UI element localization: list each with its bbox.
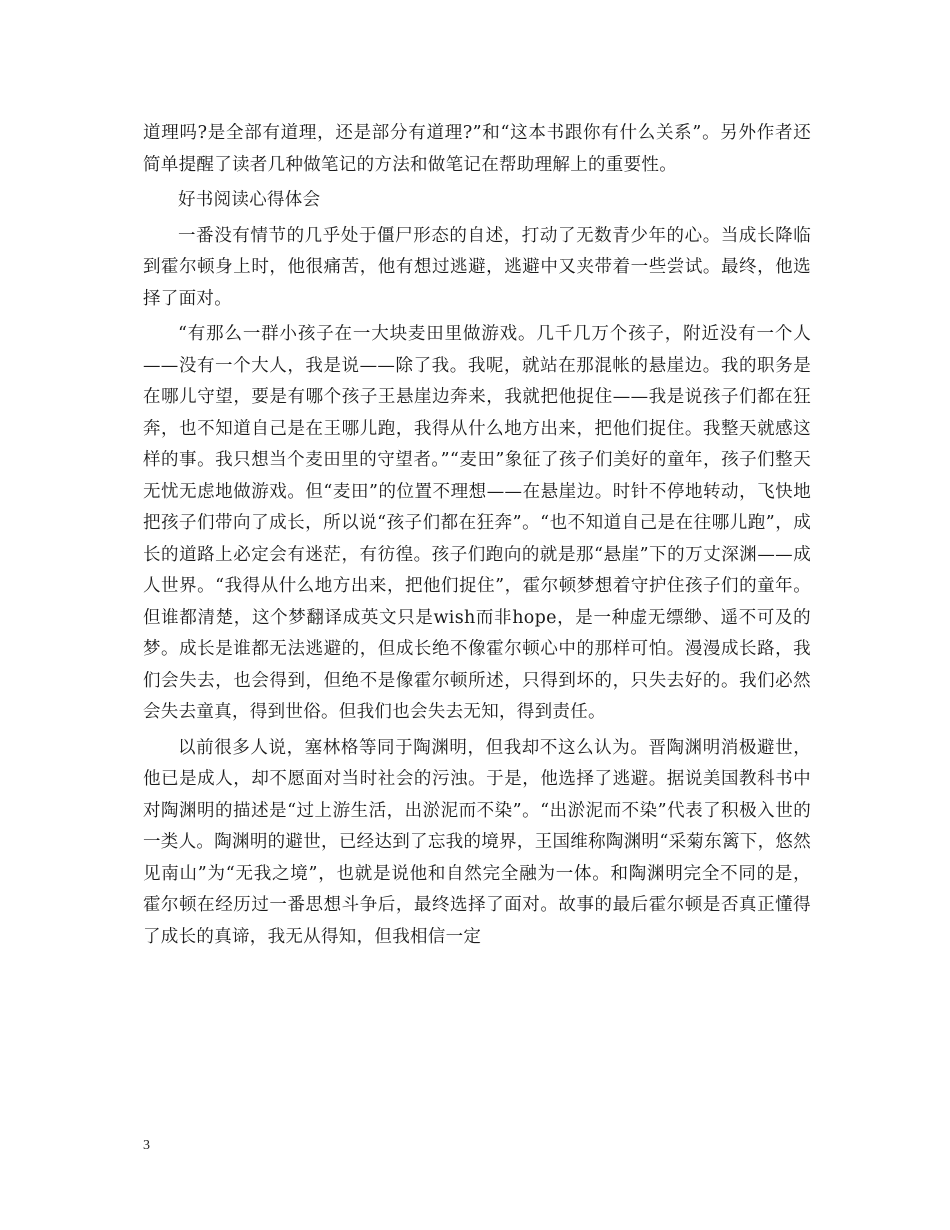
page-number: 3	[143, 1138, 150, 1153]
paragraph-intro: 一番没有情节的几乎处于僵尸形态的自述，打动了无数青少年的心。当成长降临到霍尔顿身上时，他很痛苦，他有想过逃避，逃避中又夹带着一些尝试。最终，他选择了面对。	[143, 225, 811, 309]
section-heading: 好书阅读心得体会	[178, 190, 321, 210]
document-body	[143, 118, 811, 953]
paragraph-quote-analysis: “有那么一群小孩子在一大块麦田里做游戏。几千几万个孩子，附近没有一个人——没有一个大人，我是说——除了我。我呢，就站在那混帐的悬崖边。我的职务是在哪儿守望，要是有哪个孩子王悬崖边奔来，我就把他捉住——我是说孩子们都在狂奔，也不知道自己是在王哪儿跑，我得从什么地方出来，把他们捉住。我整天就感这样的事。我只想当个麦田里的守望者。”“麦田”象征了孩子们美好的童年，孩子们整天无忧无虑地做游戏。但“麦田”的位置不理想——在悬崖边。时针不停地转动，飞快地把孩子们带向了成长，所以说“孩子们都在狂奔”。“也不知道自己是在往哪儿跑”，成长的道路上必定会有迷茫，有彷徨。孩子们跑向的就是那“悬崖”下的万丈深渊——成人世界。“我得从什么地方出来，把他们捉住”，霍尔顿梦想着守护住孩子们的童年。但谁都清楚，这个梦翻译成英文只是wish而非hope，是一种虚无缥缈、遥不可及的梦。成长是谁都无法逃避的，但成长绝不像霍尔顿心中的那样可怕。漫漫成长路，我们会失去，也会得到，但绝不是像霍尔顿所述，只得到坏的，只失去好的。我们必然会失去童真，得到世俗。但我们也会失去无知，得到责任。	[143, 324, 811, 722]
paragraph-continuation: 道理吗?是全部有道理，还是部分有道理?”和“这本书跟你有什么关系”。另外作者还简单提醒了读者几种做笔记的方法和做笔记在帮助理解上的重要性。	[143, 123, 811, 175]
paragraph-comparison: 以前很多人说，塞林格等同于陶渊明，但我却不这么认为。晋陶渊明消极避世，他已是成人，却不愿面对当时社会的污浊。于是，他选择了逃避。据说美国教科书中对陶渊明的描述是“过上游生活，出淤泥而不染”。“出淤泥而不染”代表了积极入世的一类人。陶渊明的避世，已经达到了忘我的境界，王国维称陶渊明“采菊东篱下，悠然见南山”为“无我之境”，也就是说他和自然完全融为一体。和陶渊明完全不同的是，霍尔顿在经历过一番思想斗争后，最终选择了面对。故事的最后霍尔顿是否真正懂得了成长的真谛，我无从得知，但我相信一定	[143, 737, 811, 947]
